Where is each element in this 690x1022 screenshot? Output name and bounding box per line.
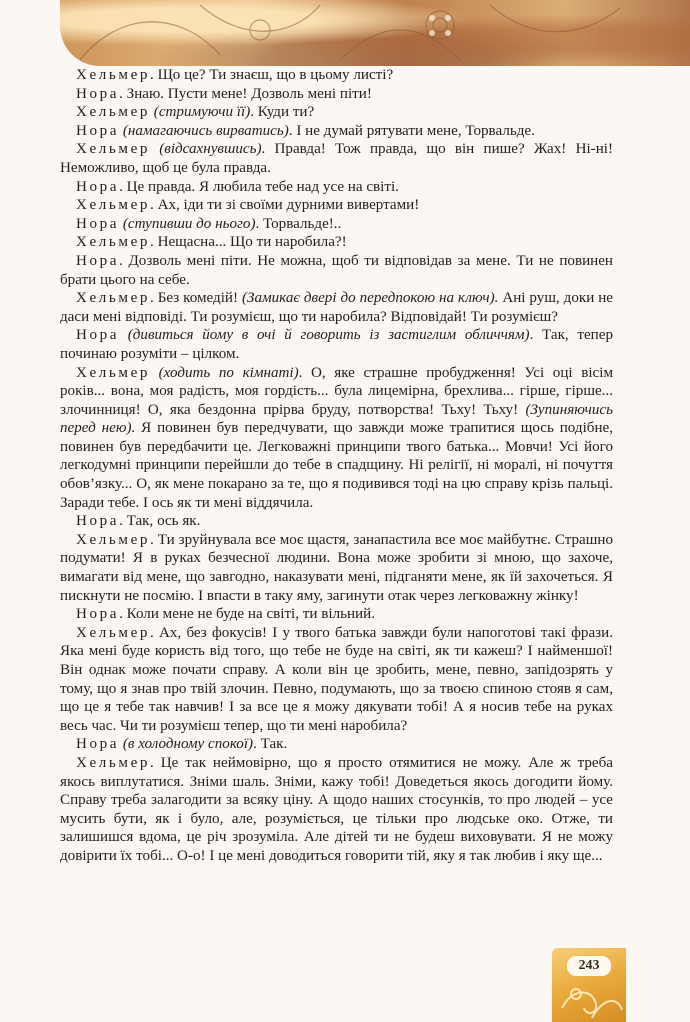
dialogue-line: Нора. Дозволь мені піти. Не можна, щоб ти відповідав за мене. Ти не повинен брати цього на себе. xyxy=(60,252,613,288)
speaker-name: Нора xyxy=(76,85,120,102)
speaker-name: Хельмер xyxy=(76,197,151,214)
speaker-name: Хельмер xyxy=(76,67,151,83)
stage-direction: (Зупиняючись перед нею). xyxy=(60,401,613,437)
speaker-name: Хельмер xyxy=(76,531,151,548)
dialogue-line: Хельмер (відсахнувшись). Правда! Тож правда, що він пише? Жах! Ні-ні! Неможливо, щоб це була правда. xyxy=(60,141,613,176)
speaker-name: Хельмер xyxy=(76,624,151,641)
dialogue-line: Хельмер. Ах, без фокусів! І у твого батька завжди були напоготові такі фрази. Яка мені буде користь від того, що тебе не буде на світі, як ти кажеш? І найменшої! Він однак може почати справу. А коли він це зробить, мене, певно, запідозрять у тому, що я знав про твій злочин. Певно, подумають, що за твоєю спиною стояв я сам, що це я тебе так навчив! І за все це я можу дякувати тобі! А я носив тебе на руках весь час. Чи ти розумієш тепер, що ти мені наробила? xyxy=(60,624,613,734)
stage-direction: (відсахнувшись) xyxy=(150,141,262,158)
stage-direction: (ходить по кімнаті) xyxy=(150,364,299,381)
dialogue-line: Хельмер (ходить по кімнаті). О, яке страшне пробудження! Усі оці вісім років... вона, моя радість, моя гордість... була лицемірна, брехлива... гірше, гірше... злочинниця! О, яка бездонна прірва бруду, потворства! Тьху! Тьху! (Зупиняючись перед нею). Я повинен був передчувати, що завжди може трапитися щось подібне, повинен був передбачити це. Легковажні принципи твого батька... Мовчи! Усі його легкодумні принципи перейшли до тебе в спадщину. Ні релігії, ні моралі, ні почуття обов’язку... О, як мене покарано за те, що я подивився тоді на цю справу крізь пальці. Заради тебе. І ось як ти мені віддячила. xyxy=(60,364,613,511)
ornament-illustration xyxy=(60,0,690,66)
play-text xyxy=(60,66,613,866)
dialogue-line: Хельмер. Нещасна... Що ти наробила?! xyxy=(76,234,347,251)
dialogue-line: Нора (ступивши до нього). Торвальде!.. xyxy=(76,215,342,232)
speaker-name: Нора xyxy=(76,252,120,269)
speaker-name: Нора xyxy=(76,513,120,530)
stage-direction: (дивиться йому в очі й говорить із застиглим обличчям) xyxy=(119,327,530,344)
dialogue-line: Хельмер. Ти зруйнувала все моє щастя, занапастила все моє майбутнє. Страшно подумати! Я в руках безчесної людини. Вона може зробити зі мною, що захоче, вимагати від мене, що завгодно, наказувати мені, підганяти мене, як їй захочеться. Я пискнути не посмію. І впасти в таку яму, загинути отак через легковажну жінку! xyxy=(60,531,613,604)
stage-direction: (намагаючись вирватись) xyxy=(119,122,289,139)
speaker-name: Нора xyxy=(76,606,120,623)
dialogue-line: Хельмер. Без комедій! (Замикає двері до передпокою на ключ). Ані руш, доки не даси мені відповіді. Ти розумієш, що ти наробила? Відповідай! Ти розумієш? xyxy=(60,290,613,325)
dialogue-line: Нора. Знаю. Пусти мене! Дозволь мені піти! xyxy=(76,85,372,102)
speaker-name: Нора xyxy=(76,215,120,232)
stage-direction: (Замикає двері до передпокою на ключ). xyxy=(241,290,499,307)
speaker-name: Хельмер xyxy=(76,364,151,381)
dialogue-line: Хельмер. Що це? Ти знаєш, що в цьому листі? xyxy=(76,67,394,83)
dialogue-line: Нора. Коли мене не буде на світі, ти вільний. xyxy=(76,606,375,623)
dialogue-line: Нора. Так, ось як. xyxy=(76,513,201,530)
speaker-name: Нора xyxy=(76,122,120,139)
speaker-name: Хельмер xyxy=(76,141,151,158)
speaker-name: Хельмер xyxy=(76,290,151,307)
stage-direction: (в холодному спокої) xyxy=(119,736,254,753)
speaker-name: Нора xyxy=(76,736,120,753)
page-number: 243 xyxy=(567,956,611,976)
speaker-name: Хельмер xyxy=(76,234,151,251)
dialogue-line: Нора (дивиться йому в очі й говорить із застиглим обличчям). Так, тепер починаю розуміти – цілком. xyxy=(60,327,613,362)
dialogue-line: Нора (намагаючись вирватись). І не думай рятувати мене, Торвальде. xyxy=(76,122,535,139)
speaker-name: Нора xyxy=(76,327,120,344)
stage-direction: (ступивши до нього) xyxy=(119,215,256,232)
dialogue-line: Хельмер. Це так неймовірно, що я просто отямитися не можу. Але ж треба якось виплутатися. Зніми шаль. Зніми, кажу тобі! Доведеться якось догодити йому. Справу треба залагодити за всяку ціну. А щодо наших стосунків, то про людей – усе мусить бути, як і було, але, розуміється, це тільки про людське око. Отже, ти залишишся вдома, це річ зрозуміла. Але дітей ти не будеш виховувати. Я не можу довірити їх тобі... О-о! І це мені доводиться говорити тій, яку я так любив і яку ще... xyxy=(60,754,613,864)
dialogue-line: Хельмер (стримуючи її). Куди ти? xyxy=(76,104,315,121)
dialogue-line: Нора (в холодному спокої). Так. xyxy=(76,736,288,753)
decorative-banner xyxy=(60,0,690,66)
dialogue-line: Хельмер. Ах, іди ти зі своїми дурними вивертами! xyxy=(76,197,420,214)
speaker-name: Хельмер xyxy=(76,754,151,771)
stage-direction: (стримуючи її) xyxy=(150,104,251,121)
speaker-name: Нора xyxy=(76,178,120,195)
speaker-name: Хельмер xyxy=(76,104,151,121)
dialogue-line: Нора. Це правда. Я любила тебе над усе на світі. xyxy=(76,178,399,195)
